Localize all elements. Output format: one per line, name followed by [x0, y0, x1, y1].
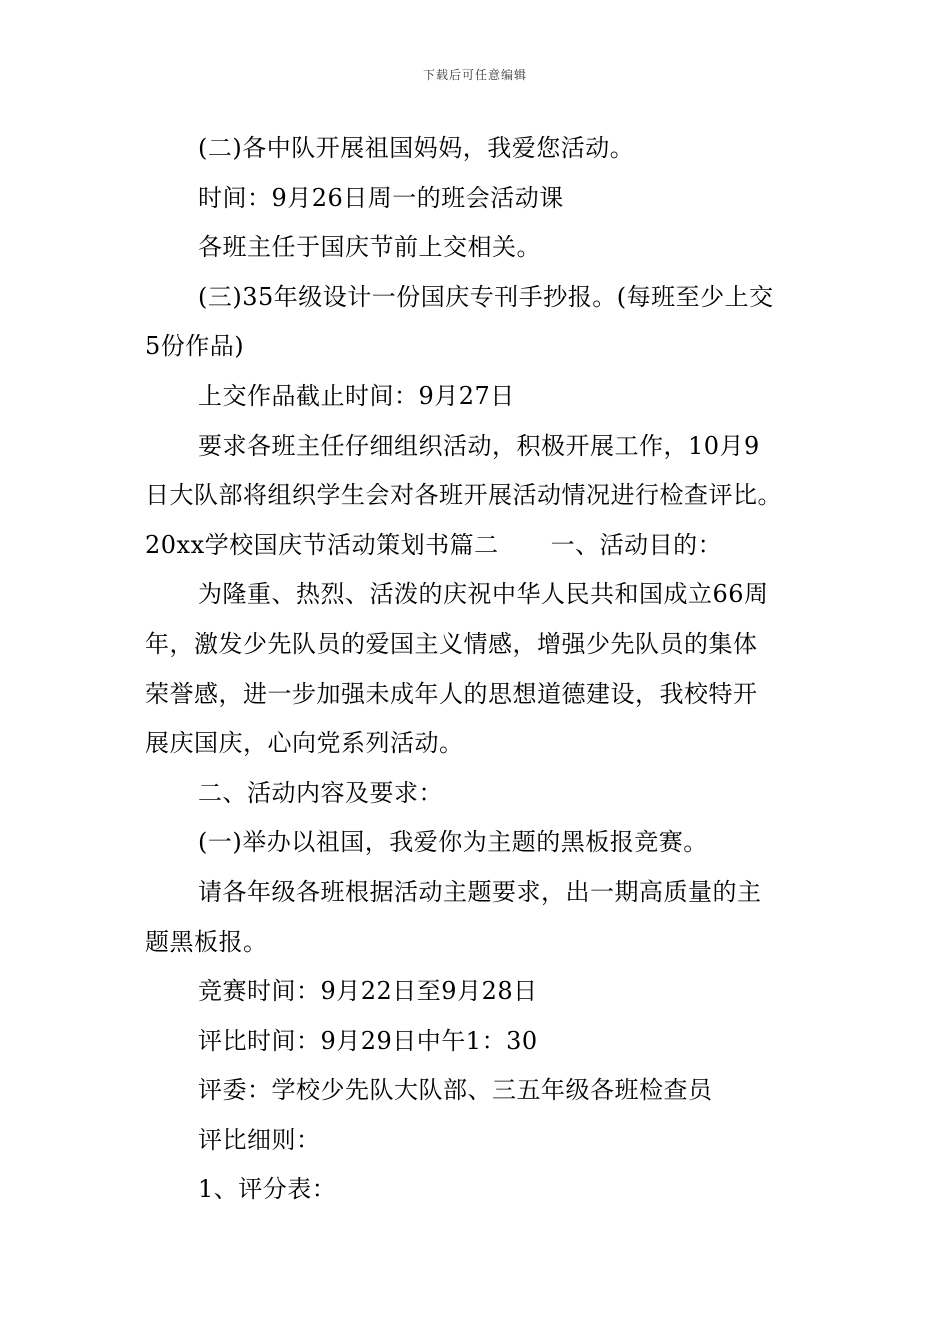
paragraph-line: 要求各班主任仔细组织活动，积极开展工作，10月9	[198, 431, 760, 460]
paragraph-line: 评比时间：9月29日中午1：30	[198, 1026, 538, 1055]
paragraph-line: (二)各中队开展祖国妈妈，我爱您活动。	[198, 134, 635, 162]
paragraph-line: (三)35年级设计一份国庆专刊手抄报。(每班至少上交	[198, 282, 774, 311]
paragraph-line: 为隆重、热烈、活泼的庆祝中华人民共和国成立66周	[198, 580, 769, 609]
paragraph-line: (一)举办以祖国，我爱你为主题的黑板报竞赛。	[198, 828, 708, 857]
paragraph-line: 题黑板报。	[145, 927, 268, 956]
header-note: 下载后可任意编辑	[422, 68, 527, 82]
paragraph-line: 1、评分表：	[198, 1175, 337, 1204]
paragraph-line: 时间：9月26日周一的班会活动课	[198, 183, 564, 212]
paragraph-line: 评比细则：	[198, 1125, 321, 1154]
section-heading-line	[145, 521, 810, 571]
paragraph-line: 评委：学校少先队大队部、三五年级各班检查员	[198, 1076, 713, 1105]
paragraph-line: 展庆国庆，心向党系列活动。	[145, 729, 464, 758]
document-body	[145, 124, 810, 1215]
paragraph-line: 竞赛时间：9月22日至9月28日	[198, 977, 538, 1006]
paragraph-line: 年，激发少先队员的爱国主义情感，增强少先队员的集体	[145, 629, 758, 658]
paragraph-line: 5份作品)	[145, 332, 245, 361]
subsection-title: 一、活动目的：	[550, 530, 723, 559]
paragraph-line: 请各年级各班根据活动主题要求，出一期高质量的主	[198, 877, 762, 906]
paragraph-line: 日大队部将组织学生会对各班开展活动情况进行检查评比。	[145, 481, 782, 510]
paragraph-line: 荣誉感，进一步加强未成年人的思想道德建设，我校特开	[145, 679, 758, 708]
paragraph-line: 上交作品截止时间：9月27日	[198, 381, 515, 410]
section-title: 20xx学校国庆节活动策划书篇二	[145, 530, 499, 559]
paragraph-line: 各班主任于国庆节前上交相关。	[198, 233, 541, 262]
paragraph-line: 二、活动内容及要求：	[198, 778, 443, 807]
